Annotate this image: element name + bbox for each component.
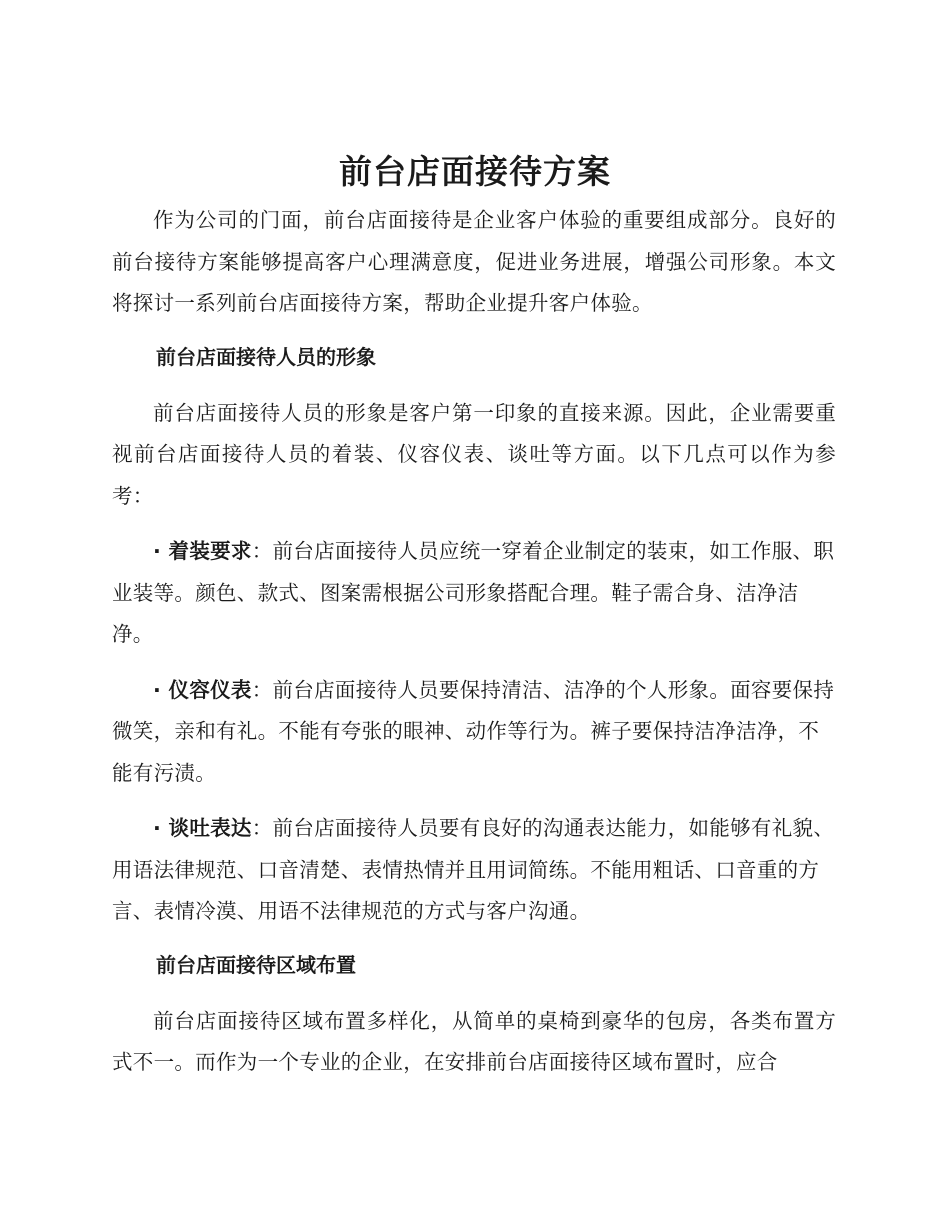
section-paragraph-staff-image: 前台店面接待人员的形象是客户第一印象的直接来源。因此，企业需要重视前台店面接待人员的着装、仪容仪表、谈吐等方面。以下几点可以作为参考：: [112, 400, 836, 508]
bullet-term: · 谈吐表达: [153, 816, 252, 840]
section-heading-staff-image: 前台店面接待人员的形象: [156, 344, 376, 369]
bullet-term: · 仪容仪表: [153, 677, 252, 702]
document-title: 前台店面接待方案: [339, 152, 611, 191]
bullet-text: ：前台店面接待人员要有良好的沟通表达能力，如能够有礼貌、用语法律规范、口音清楚、表情热情并且用词简练。不能用粗话、口音重的方言、表情冷漠、用语不法律规范的方式与客户沟通。: [112, 816, 835, 923]
bullet-term: · 着装要求: [153, 539, 252, 563]
section-paragraph-reception-area: 前台店面接待区域布置多样化，从简单的桌椅到豪华的包房，各类布置方式不一。而作为一个专业的企业，在安排前台店面接待区域布置时，应合: [112, 1008, 836, 1074]
intro-paragraph: 作为公司的门面，前台店面接待是企业客户体验的重要组成部分。良好的前台接待方案能够提高客户心理满意度，促进业务进展，增强公司形象。本文将探讨一系列前台店面接待方案，帮助企业提升客户体验。: [112, 208, 836, 315]
bullet-item-appearance: [112, 670, 836, 795]
section-heading-reception-area: 前台店面接待区域布置: [156, 952, 356, 977]
bullet-item-speech: [112, 808, 836, 933]
bullet-text: ：前台店面接待人员要保持清洁、洁净的个人形象。面容要保持微笑，亲和有礼。不能有夸张的眼神、动作等行为。裤子要保持洁净洁净，不能有污渍。: [112, 677, 835, 785]
bullet-item-dress-code: [112, 531, 836, 656]
bullet-text: ：前台店面接待人员应统一穿着企业制定的装束，如工作服、职业装等。颜色、款式、图案需根据公司形象搭配合理。鞋子需合身、洁净洁净。: [112, 539, 835, 646]
document-body: [112, 200, 836, 1084]
